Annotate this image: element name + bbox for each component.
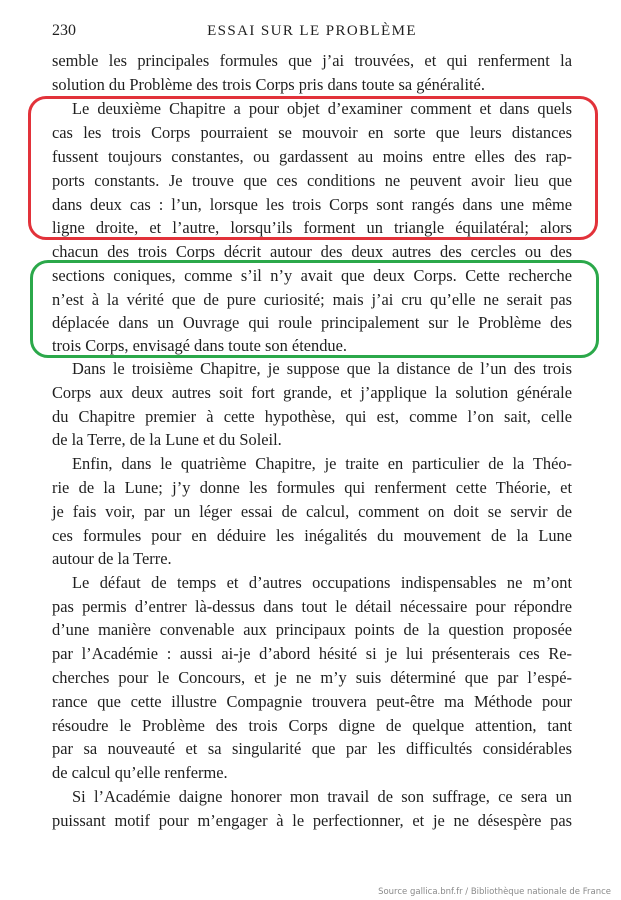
text-line: n’est à la vérité que de pure curiosité; mais j’ai cru qu’elle ne serait pas <box>52 290 572 309</box>
text-line: résoudre le Problème des trois Corps digne de quelque attention, tant <box>52 716 572 735</box>
text-line: dans deux cas : l’un, lorsque les trois Corps sont rangés dans une même <box>52 195 572 214</box>
text-line: cherches pour le Concours, et je ne m’y suis déterminé que par l’espé- <box>52 668 572 687</box>
text-line: Enfin, dans le quatrième Chapitre, je traite en particulier de la Théo- <box>72 454 572 473</box>
text-line: trois Corps, envisagé dans toute son étendue. <box>52 336 347 355</box>
text-line: Le défaut de temps et d’autres occupations indispensables ne m’ont <box>72 573 572 592</box>
text-line: ces formules pour en déduire les inégalités du mouvement de la Lune <box>52 526 572 545</box>
text-line: pas permis d’entrer là-dessus dans tout le détail nécessaire pour répondre <box>52 597 572 616</box>
text-line: rance que cette illustre Compagnie trouvera peut-être ma Méthode pour <box>52 692 572 711</box>
text-line: Dans le troisième Chapitre, je suppose que la distance de l’un des trois <box>72 359 572 378</box>
text-line: déplacée dans un Ouvrage qui roule principalement sur le Problème des <box>52 313 572 332</box>
text-line: autour de la Terre. <box>52 549 172 568</box>
text-line: solution du Problème des trois Corps pris dans toute sa généralité. <box>52 75 485 94</box>
text-line: d’une manière convenable aux principaux points de la question proposée <box>52 620 572 639</box>
running-title: ESSAI SUR LE PROBLÈME <box>207 23 417 39</box>
page-header <box>52 22 572 42</box>
text-line: ligne droite, et l’autre, lorsqu’ils forment un triangle équilatéral; alors <box>52 218 572 237</box>
text-line: cas les trois Corps pourraient se mouvoir en sorte que leurs distances <box>52 123 572 142</box>
source-footer: Source gallica.bnf.fr / Bibliothèque nationale de France <box>378 887 611 897</box>
text-line: chacun des trois Corps décrit autour des deux autres des cercles ou des <box>52 242 572 261</box>
text-line: Le deuxième Chapitre a pour objet d’examiner comment et dans quels <box>72 99 572 118</box>
text-line: par l’Académie : aussi ai-je d’abord hésité si je lui présenterais ces Re- <box>52 644 572 663</box>
text-line: rie de la Lune; j’y donne les formules qui renferment cette Théorie, et <box>52 478 572 497</box>
text-line: semble les principales formules que j’ai trouvées, et qui renferment la <box>52 51 572 70</box>
text-line: sections coniques, comme s’il n’y avait que deux Corps. Cette recherche <box>52 266 572 285</box>
text-line: ports constants. Je trouve que ces conditions ne peuvent avoir lieu que <box>52 171 572 190</box>
text-line: de la Terre, de la Lune et du Soleil. <box>52 430 282 449</box>
text-line: du Chapitre premier à cette hypothèse, qui est, comme l’on sait, celle <box>52 407 572 426</box>
text-line: de calcul qu’elle renferme. <box>52 763 228 782</box>
text-line: puissant motif pour m’engager à le perfectionner, et je ne désespère pas <box>52 811 572 830</box>
text-line: Corps aux deux autres soit fort grande, et j’applique la solution générale <box>52 383 572 402</box>
text-line: Si l’Académie daigne honorer mon travail de son suffrage, ce sera un <box>72 787 572 806</box>
green-highlight-box <box>30 260 599 358</box>
red-highlight-box <box>28 96 598 240</box>
text-line: par sa nouveauté et sa singularité que par les difficultés considérables <box>52 739 572 758</box>
page-number: 230 <box>52 22 76 39</box>
text-line: je fais voir, par un léger essai de calcul, comment on doit se servir de <box>52 502 572 521</box>
text-line: fussent toujours constantes, ou gardassent au moins entre elles des rap- <box>52 147 572 166</box>
